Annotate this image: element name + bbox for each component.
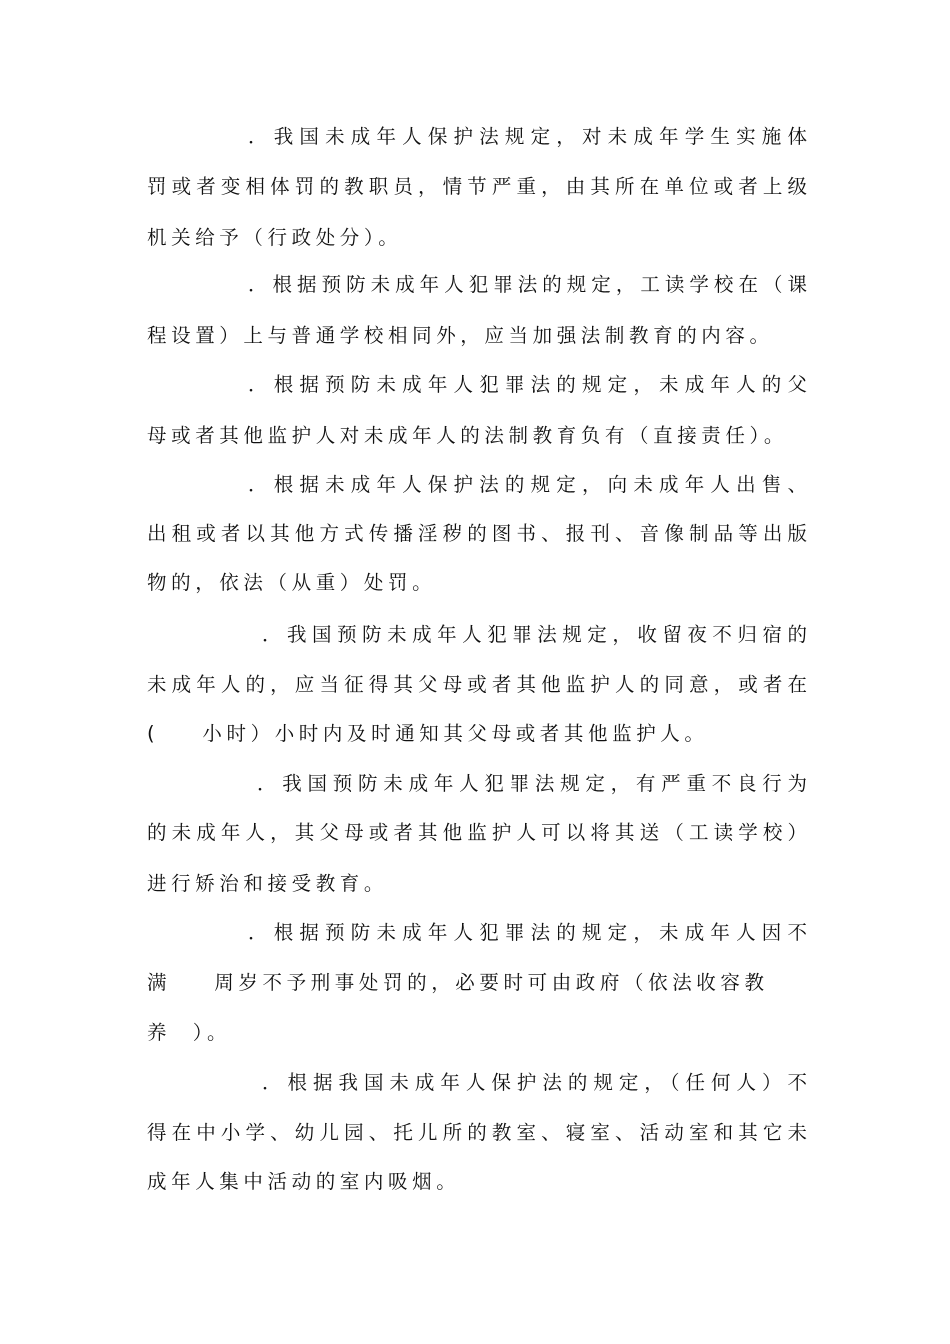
text-line: 未成年人的，应当征得其父母或者其他监护人的同意，或者在 [147, 673, 807, 696]
text-line: ．我国预防未成年人犯罪法规定，收留夜不归宿的 [262, 623, 807, 646]
text-line: 出租或者以其他方式传播淫秽的图书、报刊、音像制品等出版 [147, 522, 807, 545]
text-line: 罚或者变相体罚的教职员，情节严重，由其所在单位或者上级 [147, 175, 807, 198]
text-line: ．根据预防未成年人犯罪法的规定，未成年人因不 [248, 921, 807, 944]
text-line: 程设置）上与普通学校相同外，应当加强法制教育的内容。 [147, 324, 774, 347]
text-line: ．根据未成年人保护法的规定，向未成年人出售、 [248, 473, 807, 496]
text-line: 机关给予（行政处分）。 [147, 226, 403, 249]
text-line: ．根据预防未成年人犯罪法的规定，未成年人的父 [248, 373, 807, 396]
text-line: ．我国未成年人保护法规定，对未成年学生实施体 [248, 125, 807, 148]
text-line: 得在中小学、幼儿园、托儿所的教室、寝室、活动室和其它未 [147, 1121, 807, 1144]
text-line: 进行矫治和接受教育。 [147, 872, 389, 895]
text-line: 满 周岁不予刑事处罚的，必要时可由政府（依法收容教 [147, 971, 769, 994]
text-line: ．根据我国未成年人保护法的规定，（任何人）不 [262, 1071, 807, 1094]
text-line: ( 小时）小时内及时通知其父母或者其他监护人。 [147, 722, 709, 745]
text-line: 养 ）。 [147, 1021, 232, 1044]
text-line: 的未成年人，其父母或者其他监护人可以将其送（工读学校） [147, 821, 807, 844]
text-line: 成年人集中活动的室内吸烟。 [147, 1170, 461, 1193]
text-line: 母或者其他监护人对未成年人的法制教育负有（直接责任）。 [147, 424, 788, 447]
text-line: ．根据预防未成年人犯罪法的规定，工读学校在（课 [248, 273, 807, 296]
text-line: 物的，依法（从重）处罚。 [147, 571, 437, 594]
text-line: ．我国预防未成年人犯罪法规定，有严重不良行为 [257, 772, 807, 795]
